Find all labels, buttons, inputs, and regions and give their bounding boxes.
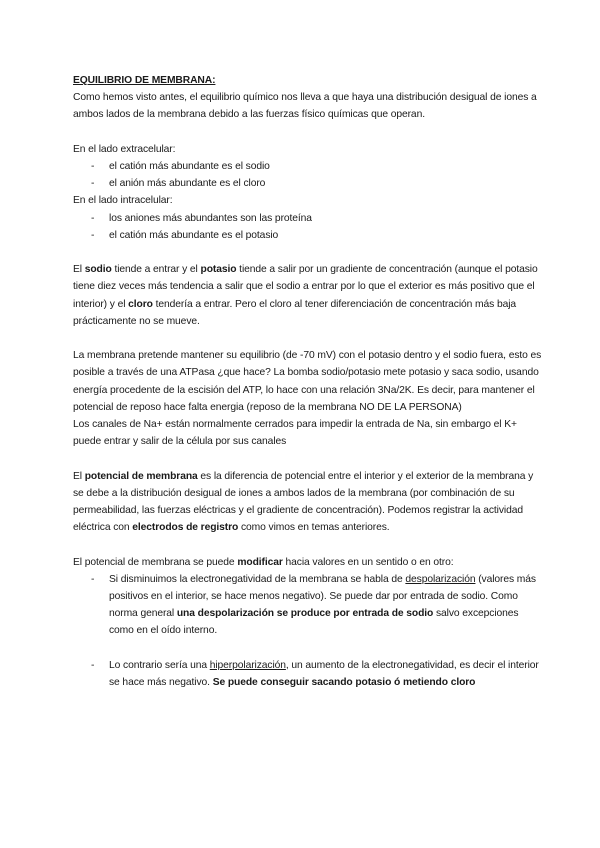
hiperpolarizacion-list	[73, 657, 543, 691]
list-item: - el catión más abundante es el sodio	[73, 158, 543, 175]
modificar-list	[73, 571, 543, 640]
sodio-paragraph: El sodio tiende a entrar y el potasio tiende a salir por un gradiente de concentración (aunque el potasio tiene diez veces más tendencia a salir que el sodio a entrar por lo que el exterior es más positivo que el interior) y el cloro tendería a entrar. Pero el cloro al tener diferenciación de concentración más baja prácticamente no se mueve.	[73, 264, 538, 327]
intracelular-list	[73, 210, 543, 244]
modificar-paragraph: El potencial de membrana se puede modificar hacia valores en un sentido o en otro:	[73, 556, 454, 568]
list-item: - los aniones más abundantes son las proteína	[73, 210, 543, 227]
section-title: EQUILIBRIO DE MEMBRANA:	[73, 75, 216, 86]
intro-paragraph: Como hemos visto antes, el equilibrio químico nos lleva a que haya una distribución desigual de iones a ambos lados de la membrana debido a las fuerzas físico químicas que operan.	[73, 92, 537, 121]
extracelular-list	[73, 158, 543, 192]
atpasa-paragraph: La membrana pretende mantener su equilibrio (de -70 mV) con el potasio dentro y el sodio fuera, esto es posible a través de una ATPasa ¿que hace? La bomba sodio/potasio mete potasio y saca sodio, usando energía procedente de la escisión del ATP, lo hace con una relación 3Na/2K. Es decir, para mantener el potencial de reposo hace falta energia (reposo de la membrana NO DE LA PERSONA)	[73, 350, 542, 413]
canales-paragraph: Los canales de Na+ están normalmente cerrados para impedir la entrada de Na, sin embargo el K+ puede entrar y salir de la célula por sus canales	[73, 419, 517, 448]
list-item: - el catión más abundante es el potasio	[73, 227, 543, 244]
list-item: - el anión más abundante es el cloro	[73, 175, 543, 192]
extracelular-heading: En el lado extracelular:	[73, 143, 176, 155]
intracelular-heading: En el lado intracelular:	[73, 195, 173, 207]
potencial-paragraph: El potencial de membrana es la diferencia de potencial entre el interior y el exterior de la membrana y se debe a la distribución desigual de iones a ambos lados de la membrana (por combinación de su permeabilidad, las fuerzas eléctricas y el gradiente de concentración). Podemos registrar la actividad eléctrica con electrodos de registro como vimos en temas anteriores.	[73, 470, 534, 534]
despolarizacion-item: - Si disminuimos la electronegatividad de la membrana se habla de despolarización (valores más positivos en el interior, se hace menos negativo). Se puede dar por entrada de sodio. Como norma general una despolarización se produce por entrada de sodio salvo excepciones como en el oído interno.	[73, 571, 543, 640]
document-page	[73, 72, 543, 691]
hiperpolarizacion-item: - Lo contrario sería una hiperpolarización, un aumento de la electronegatividad, es decir el interior se hace más negativo. Se puede conseguir sacando potasio ó metiendo cloro	[73, 657, 543, 691]
